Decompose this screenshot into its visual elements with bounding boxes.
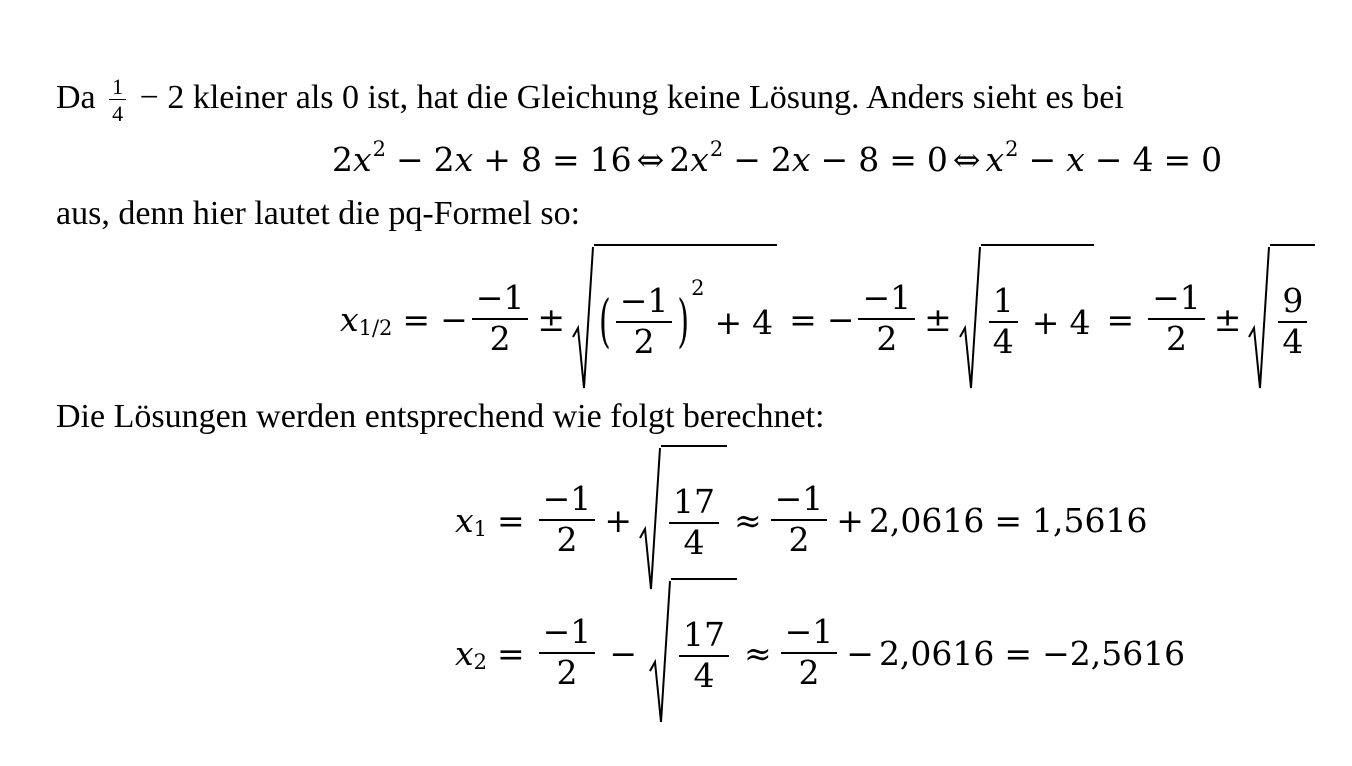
- var-x: x: [455, 633, 474, 673]
- fraction-minus-one-half: [781, 612, 838, 692]
- var-x: x: [791, 140, 811, 179]
- var-x: x: [455, 500, 474, 540]
- op-minus: −: [1028, 140, 1057, 179]
- op-plus: +: [604, 500, 632, 540]
- square-root: [639, 445, 727, 595]
- op-equals: =: [402, 299, 431, 339]
- equation-quadratic-transform: [332, 137, 1223, 179]
- exponent: 2: [691, 276, 705, 300]
- paragraph-1: [56, 75, 1124, 125]
- fraction-denominator: 2: [788, 520, 810, 559]
- exponent: 2: [709, 137, 724, 161]
- fraction-minus-one-half: [539, 612, 596, 692]
- fraction-numerator: −1: [539, 482, 596, 521]
- fraction-nine-quarters: [1278, 281, 1307, 361]
- result-x2: −2,5616: [1042, 633, 1186, 673]
- fraction-numerator: −1: [771, 482, 828, 521]
- fraction-denominator: 4: [693, 656, 715, 695]
- const: 4: [752, 302, 774, 342]
- op-equals: =: [889, 140, 917, 179]
- var-x: x: [985, 140, 1005, 179]
- op-equals: =: [1106, 299, 1135, 339]
- square-root: [649, 578, 737, 728]
- coef: 2: [433, 140, 455, 179]
- fraction-numerator: −1: [1148, 281, 1205, 320]
- equation-solution-x1: [455, 455, 1148, 585]
- op-approx: ≈: [733, 500, 762, 540]
- radical-sign: [959, 244, 981, 394]
- fraction-numerator: −1: [616, 284, 673, 323]
- const: 16: [589, 140, 632, 179]
- fraction-numerator: 17: [669, 485, 719, 524]
- var-x: x: [340, 299, 359, 339]
- word-da: Da: [56, 78, 96, 116]
- var-x: x: [1066, 140, 1085, 179]
- equation-pq-formula: [340, 254, 1317, 384]
- fraction-minus-one-half: [616, 281, 673, 361]
- op-equals: =: [1163, 140, 1192, 179]
- paragraph-2: aus, denn hier lautet die pq-Formel so:: [56, 195, 581, 232]
- fraction-numerator: −1: [539, 615, 596, 654]
- op-equals: =: [994, 500, 1023, 540]
- var-x: x: [454, 140, 474, 179]
- paren-open: (: [599, 288, 611, 356]
- op-equivalent: ⇔: [636, 140, 665, 179]
- coef: 2: [669, 140, 691, 179]
- op-minus: −: [1094, 140, 1123, 179]
- fraction-denominator: 2: [798, 653, 820, 692]
- radical-sign: [1248, 244, 1270, 394]
- result-x1: 1,5616: [1032, 500, 1148, 540]
- op-plus-minus: ±: [537, 299, 566, 339]
- fraction-denominator: 4: [683, 523, 705, 562]
- fraction-numerator: 1: [109, 75, 126, 100]
- op-equals: =: [1004, 633, 1033, 673]
- value: 2,0616: [878, 633, 995, 673]
- op-equals: =: [789, 299, 817, 339]
- op-plus: +: [836, 500, 864, 540]
- radical-sign: [639, 445, 661, 595]
- op-minus: −: [396, 140, 424, 179]
- op-minus: −: [820, 140, 849, 179]
- var-x: x: [690, 140, 709, 179]
- fraction-minus-one-half: [771, 479, 828, 559]
- op-negative: −: [826, 299, 855, 339]
- op-plus: +: [483, 140, 511, 179]
- op-equals: =: [551, 140, 580, 179]
- fraction-denominator: 2: [876, 319, 898, 358]
- op-plus: +: [1031, 302, 1060, 342]
- const: 8: [520, 140, 542, 179]
- op-negative: −: [440, 299, 468, 339]
- subscript: 2: [473, 650, 487, 674]
- var-x: x: [353, 140, 372, 179]
- op-plus-minus: ±: [1213, 299, 1242, 339]
- fraction-denominator: 2: [1165, 319, 1187, 358]
- fraction-numerator: −1: [472, 281, 529, 320]
- op-minus: −: [733, 140, 761, 179]
- equation-solution-x2: [455, 588, 1185, 718]
- coef: 2: [770, 140, 792, 179]
- square-root: [959, 244, 1095, 394]
- fraction-one-quarter: [989, 281, 1018, 361]
- radical-sign: [649, 578, 671, 728]
- value: 2,0616: [868, 500, 985, 540]
- exponent: 2: [372, 137, 386, 161]
- exponent: 2: [1005, 137, 1019, 161]
- paren-close: ): [677, 288, 690, 356]
- fraction-seventeen-quarters: [679, 615, 729, 695]
- fraction-numerator: 9: [1278, 284, 1307, 323]
- radical-sign: [572, 244, 594, 394]
- fraction-denominator: 2: [489, 319, 511, 358]
- op-plus: +: [714, 302, 743, 342]
- fraction-minus-one-half: [539, 479, 596, 559]
- fraction-denominator: 4: [112, 101, 124, 127]
- fraction-minus-one-half: [472, 278, 529, 358]
- op-approx: ≈: [743, 633, 772, 673]
- coef: 2: [332, 140, 353, 179]
- paragraph-3: Die Lösungen werden entsprechend wie folgt berechnet:: [56, 398, 825, 435]
- fraction-numerator: −1: [781, 615, 838, 654]
- op-minus: −: [609, 633, 637, 673]
- fraction-numerator: −1: [858, 281, 915, 320]
- fraction-denominator: 4: [992, 322, 1014, 361]
- const: 0: [926, 140, 948, 179]
- fraction-numerator: 1: [989, 284, 1018, 323]
- op-equals: =: [497, 633, 525, 673]
- fraction-minus-one-half: [858, 278, 915, 358]
- const: 4: [1069, 302, 1091, 342]
- const: 8: [858, 140, 880, 179]
- fraction-denominator: 2: [556, 520, 578, 559]
- op-minus: −: [846, 633, 874, 673]
- const: 0: [1201, 140, 1223, 179]
- fraction-numerator: 17: [679, 618, 729, 657]
- fraction-denominator: 2: [633, 322, 655, 361]
- paragraph-1-rest: − 2 kleiner als 0 ist, hat die Gleichung keine Lösung. Anders sieht es bei: [139, 78, 1124, 116]
- subscript: 1/2: [358, 316, 393, 340]
- square-root: [572, 244, 777, 394]
- square-root: [1248, 244, 1315, 394]
- fraction-one-quarter: [108, 75, 127, 125]
- op-equivalent: ⇔: [952, 140, 981, 179]
- op-plus-minus: ±: [924, 299, 952, 339]
- fraction-minus-one-half: [1148, 278, 1205, 358]
- fraction-seventeen-quarters: [669, 482, 719, 562]
- op-equals: =: [497, 500, 525, 540]
- subscript: 1: [473, 517, 487, 541]
- fraction-denominator: 2: [556, 653, 578, 692]
- fraction-denominator: 4: [1282, 322, 1304, 361]
- const: 4: [1132, 140, 1154, 179]
